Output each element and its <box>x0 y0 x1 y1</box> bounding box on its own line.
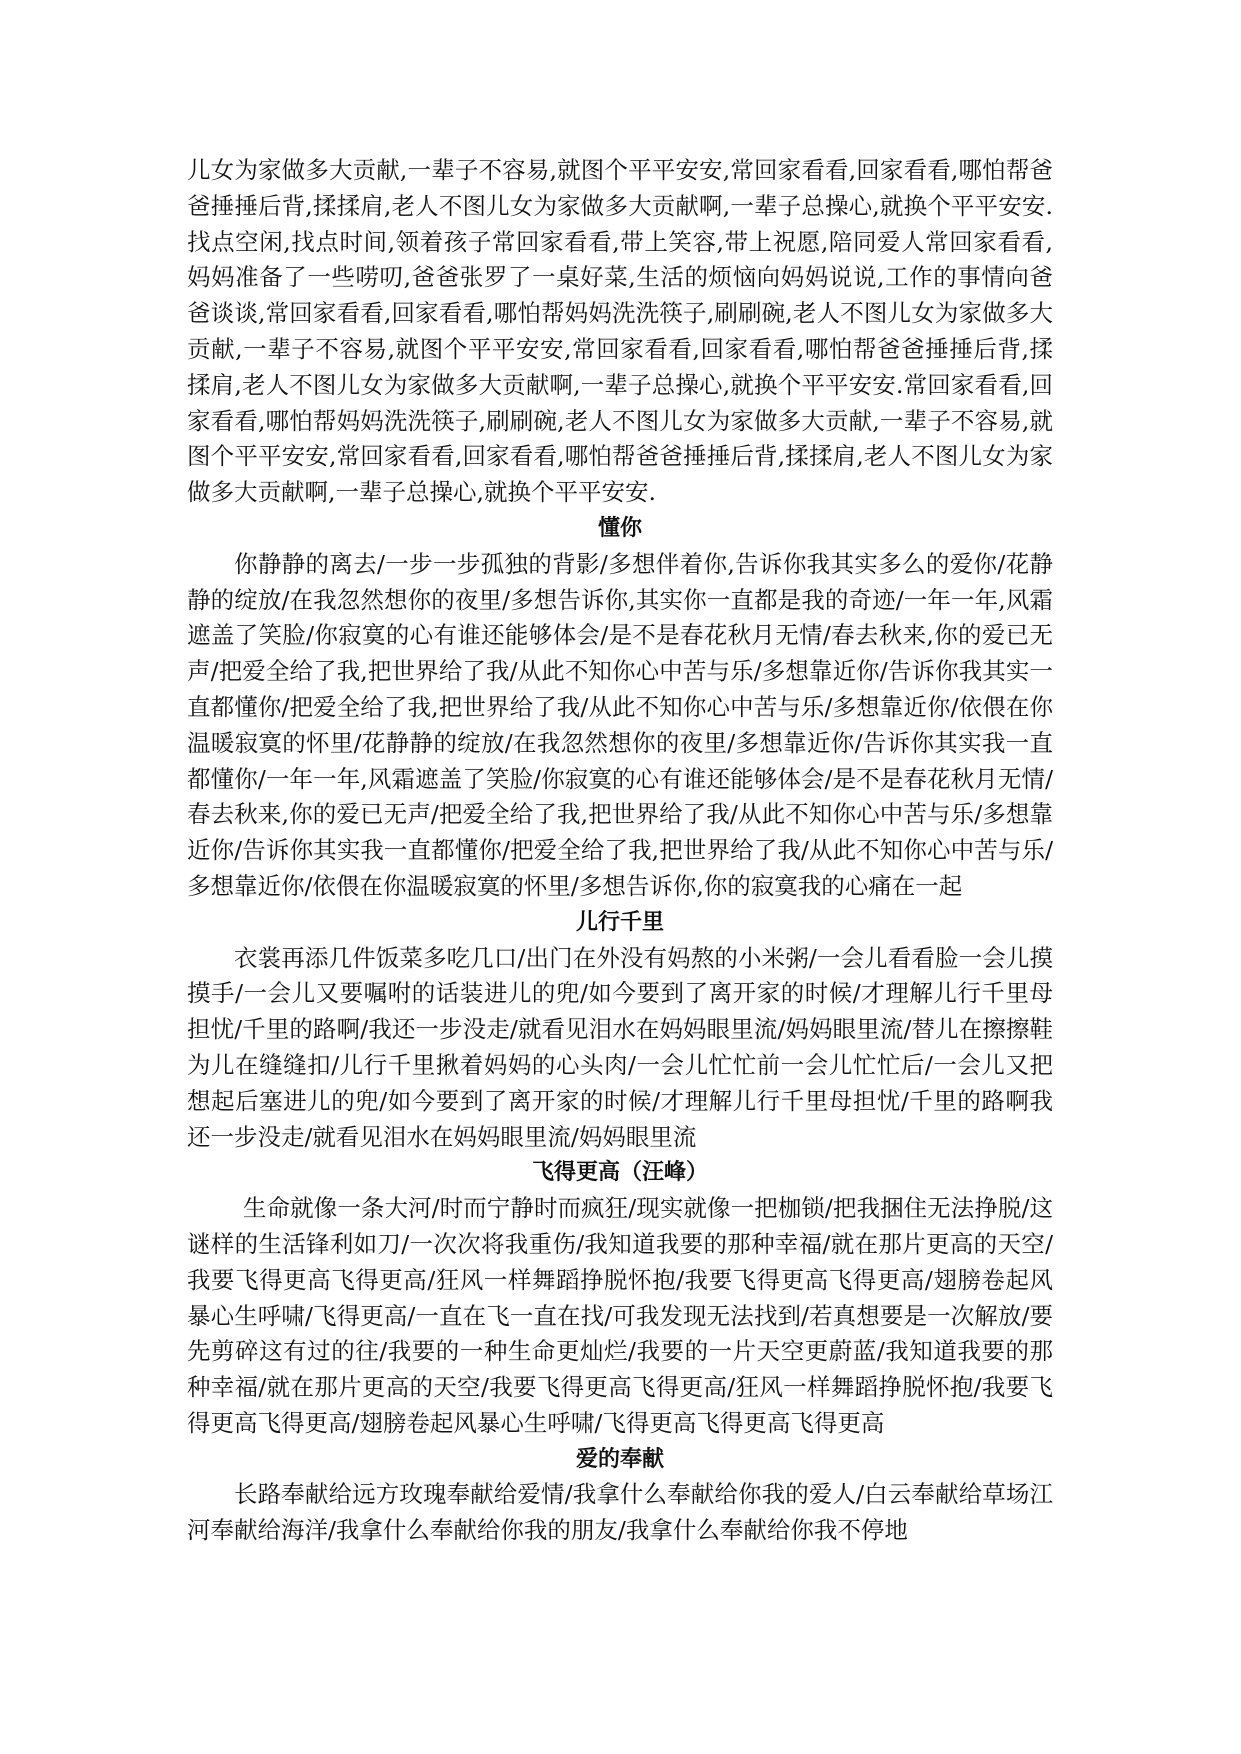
song-title-er-xing-qian-li: 儿行千里 <box>575 909 664 935</box>
song-title-dong-ni: 懂你 <box>597 515 642 541</box>
lyrics-continued-paragraph: 儿女为家做多大贡献,一辈子不容易,就图个平平安安,常回家看看,回家看看,哪怕帮爸爸捶捶后背,揉揉肩,老人不图儿女为家做多大贡献啊,一辈子总操心,就换个平平安安.找点空闲,找点时间,领着孩子常回家看看,带上笑容,带上祝愿,陪同爱人常回家看看,妈妈准备了一些唠叨,爸爸张罗了一桌好菜,生活的烦恼向妈妈说说,工作的事情向爸爸谈谈,常回家看看,回家看看,哪怕帮妈妈洗洗筷子,刷刷碗,老人不图儿女为家做多大贡献,一辈子不容易,就图个平平安安,常回家看看,回家看看,哪怕帮爸爸捶捶后背,揉揉肩,老人不图儿女为家做多大贡献啊,一辈子总操心,就换个平平安安.常回家看看,回家看看,哪怕帮妈妈洗洗筷子,刷刷碗,老人不图儿女为家做多大贡献,一辈子不容易,就图个平平安安,常回家看看,回家看看,哪怕帮爸爸捶捶后背,揉揉肩,老人不图儿女为家做多大贡献啊,一辈子总操心,就换个平平安安. <box>187 156 1053 507</box>
lyrics-fei-de-geng-gao: 生命就像一条大河/时而宁静时而疯狂/现实就像一把枷锁/把我捆住无法挣脱/这谜样的生活锋利如刀/一次次将我重伤/我知道我要的那种幸福/就在那片更高的天空/我要飞得更高飞得更高/狂风一样舞蹈挣脱怀抱/我要飞得更高飞得更高/翅膀卷起风暴心生呼啸/飞得更高/一直在飞一直在找/可我发现无法找到/若真想要是一次解放/要先剪碎这有过的往/我要的一种生命更灿烂/我要的一片天空更蔚蓝/我知道我要的那种幸福/就在那片更高的天空/我要飞得更高飞得更高/狂风一样舞蹈挣脱怀抱/我要飞得更高飞得更高/翅膀卷起风暴心生呼啸/飞得更高飞得更高飞得更高 <box>187 1194 1053 1437</box>
song-title-fei-de-geng-gao: 飞得更高（汪峰） <box>531 1160 708 1186</box>
document-page <box>187 153 1053 1549</box>
lyrics-er-xing-qian-li: 衣裳再添几件饭菜多吃几口/出门在外没有妈熬的小米粥/一会儿看看脸一会儿摸摸手/一会儿又要嘱咐的话装进儿的兜/如今要到了离开家的时候/才理解儿行千里母担忧/千里的路啊/我还一步没走/就看见泪水在妈妈眼里流/妈妈眼里流/替儿在擦擦鞋为儿在缝缝扣/儿行千里揪着妈妈的心头肉/一会儿忙忙前一会儿忙忙后/一会儿又把想起后塞进儿的兜/如今要到了离开家的时候/才理解儿行千里母担忧/千里的路啊我还一步没走/就看见泪水在妈妈眼里流/妈妈眼里流 <box>187 943 1053 1151</box>
lyrics-ai-de-feng-xian: 长路奉献给远方玫瑰奉献给爱情/我拿什么奉献给你我的爱人/白云奉献给草场江河奉献给海洋/我拿什么奉献给你我的朋友/我拿什么奉献给你我不停地 <box>187 1480 1053 1545</box>
song-title-ai-de-feng-xian: 爱的奉献 <box>575 1446 664 1472</box>
lyrics-dong-ni: 你静静的离去/一步一步孤独的背影/多想伴着你,告诉你我其实多么的爱你/花静静的绽放/在我忽然想你的夜里/多想告诉你,其实你一直都是我的奇迹/一年一年,风霜遮盖了笑脸/你寂寞的心有谁还能够体会/是不是春花秋月无情/春去秋来,你的爱已无声/把爱全给了我,把世界给了我/从此不知你心中苦与乐/多想靠近你/告诉你我其实一直都懂你/把爱全给了我,把世界给了我/从此不知你心中苦与乐/多想靠近你/依偎在你温暖寂寞的怀里/花静静的绽放/在我忽然想你的夜里/多想靠近你/告诉你其实我一直都懂你/一年一年,风霜遮盖了笑脸/你寂寞的心有谁还能够体会/是不是春花秋月无情/春去秋来,你的爱已无声/把爱全给了我,把世界给了我/从此不知你心中苦与乐/多想靠近你/告诉你其实我一直都懂你/把爱全给了我,把世界给了我/从此不知你心中苦与乐/多想靠近你/依偎在你温暖寂寞的怀里/多想告诉你,你的寂寞我的心痛在一起 <box>187 549 1053 900</box>
